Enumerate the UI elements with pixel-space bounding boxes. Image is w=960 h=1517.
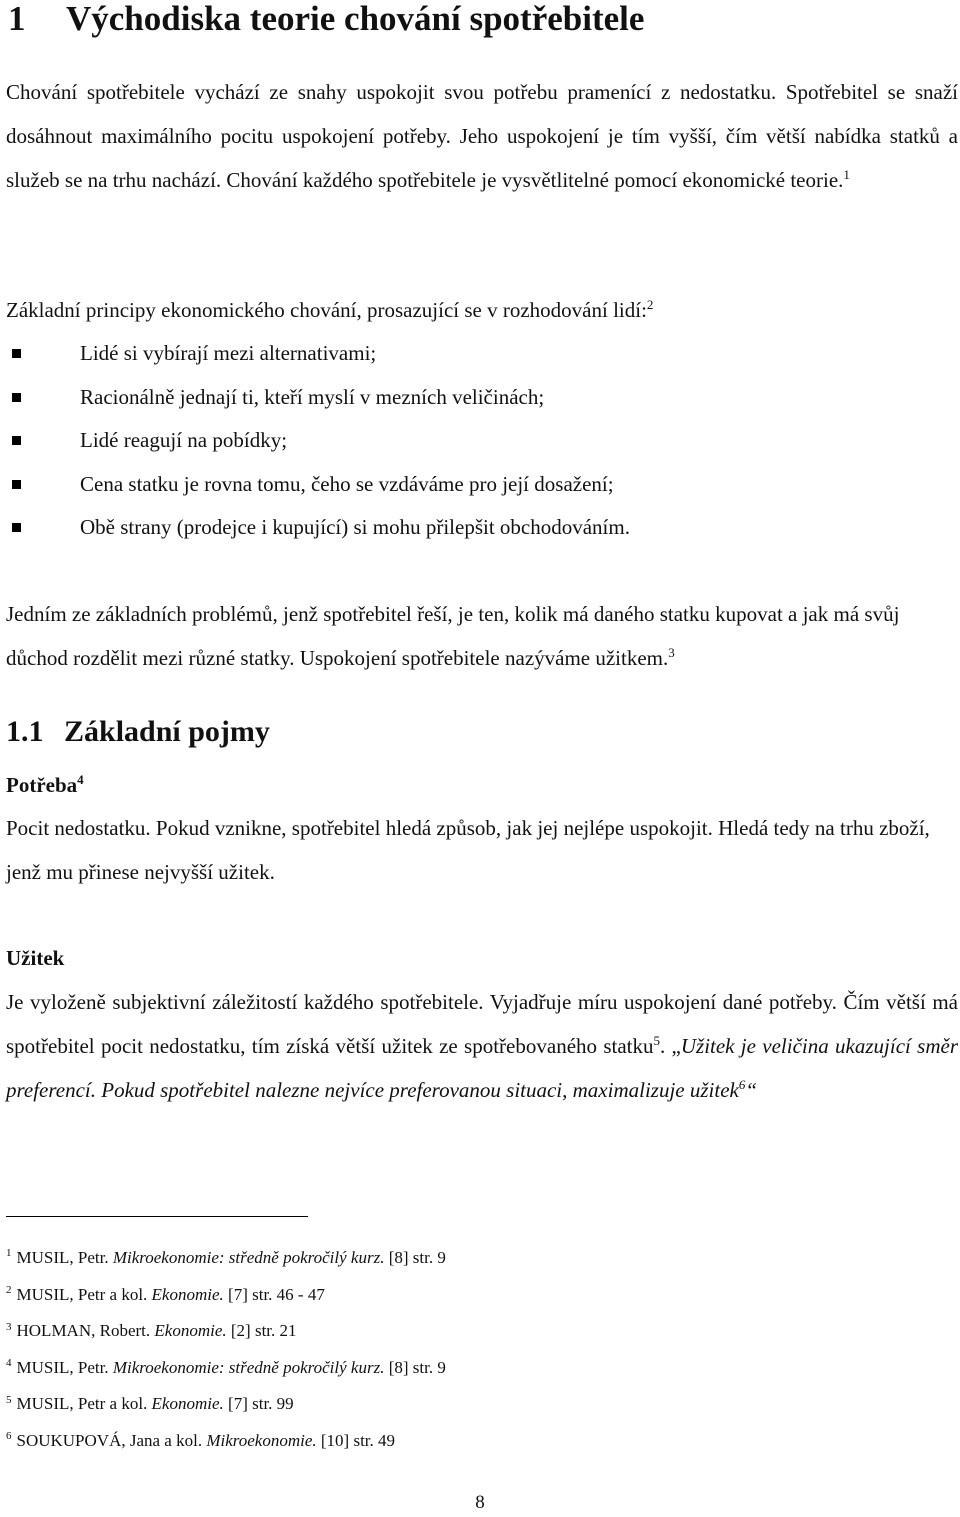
footnote-title: Ekonomie. xyxy=(151,1394,224,1414)
footnote-item xyxy=(6,1313,906,1350)
intro-text: Chování spotřebitele vychází ze snahy uspokojit svou potřebu pramenící z nedostatku. Spotřebitel se snaží dosáhnout maximálního pocitu uspokojení potřeby. Jeho uspokojení je tím vyšší, čím větší nabídka statků a služeb se na trhu nachází. Chování každého spotřebitele je vysvětlitelné pomocí ekonomické teorie. xyxy=(6,80,958,192)
footnote-item xyxy=(6,1277,906,1314)
term-heading-uzitek xyxy=(6,943,64,973)
list-item-text: Cena statku je rovna tomu, čeho se vzdáváme pro její dosažení; xyxy=(80,471,614,496)
intro-paragraph xyxy=(6,70,958,202)
footnotes-list xyxy=(6,1240,906,1460)
square-bullet-icon xyxy=(12,523,21,532)
footnote-source: [8] str. 9 xyxy=(384,1248,446,1267)
footnote-item xyxy=(6,1386,906,1423)
footnote-number: 3 xyxy=(6,1320,12,1333)
footnote-source: [10] str. 49 xyxy=(316,1430,396,1450)
square-bullet-icon xyxy=(12,393,21,402)
uzitek-quote-close: “ xyxy=(745,1078,758,1102)
footnote-ref-1[interactable]: 1 xyxy=(843,167,850,182)
chapter-number: 1 xyxy=(8,0,26,38)
uzitek-paragraph xyxy=(6,980,958,1112)
problem-paragraph xyxy=(6,592,958,680)
list-item xyxy=(12,419,912,463)
footnote-author: MUSIL, Petr a kol. xyxy=(16,1284,152,1304)
footnote-author: MUSIL, Petr a kol. xyxy=(16,1394,152,1414)
footnote-separator xyxy=(6,1216,308,1217)
list-item xyxy=(12,376,912,420)
chapter-title: Východiska teorie chování spotřebitele xyxy=(66,0,645,38)
square-bullet-icon xyxy=(12,349,21,358)
square-bullet-icon xyxy=(12,436,21,445)
footnote-ref-3[interactable]: 3 xyxy=(668,645,675,660)
chapter-heading xyxy=(8,0,644,38)
footnote-ref-2[interactable]: 2 xyxy=(646,297,654,312)
page-number: 8 xyxy=(475,1492,485,1513)
list-item xyxy=(12,506,912,550)
footnote-number: 6 xyxy=(6,1430,12,1443)
footnote-item xyxy=(6,1240,906,1277)
footnote-title: Mikroekonomie: středně pokročilý kurz. xyxy=(112,1357,385,1377)
footnote-title: Ekonomie. xyxy=(151,1284,224,1304)
footnote-source: [2] str. 21 xyxy=(226,1321,297,1341)
footnote-author: HOLMAN, Robert. xyxy=(16,1321,155,1341)
footnote-source: [8] str. 9 xyxy=(384,1357,446,1377)
footnote-author: SOUKUPOVÁ, Jana a kol. xyxy=(16,1430,207,1450)
square-bullet-icon xyxy=(12,480,21,489)
list-item-text: Lidé si vybírají mezi alternativami; xyxy=(80,341,377,365)
potreba-text: Pocit nedostatku. Pokud vznikne, spotřebitel hledá způsob, jak jej nejlépe uspokojit. Hledá tedy na trhu zboží, jenž mu přinese nejvyšší užitek. xyxy=(6,816,930,884)
uzitek-text: Je vyloženě subjektivní záležitostí každého spotřebitele. Vyjadřuje míru uspokojení dané potřeby. Čím větší má spotřebitel pocit nedostatku, tím získá větší užitek ze spotřebovaného statku xyxy=(6,990,958,1058)
list-item-text: Racionálně jednají ti, kteří myslí v mezních veličinách; xyxy=(80,384,545,409)
footnote-author: MUSIL, Petr. xyxy=(16,1357,113,1377)
principles-lead xyxy=(6,288,958,332)
footnote-number: 5 xyxy=(6,1393,12,1406)
list-item xyxy=(12,463,912,507)
footnote-title: Mikroekonomie. xyxy=(206,1430,317,1450)
footnote-ref-5[interactable]: 5 xyxy=(653,1033,660,1048)
principles-list xyxy=(12,332,912,550)
footnote-source: [7] str. 46 - 47 xyxy=(223,1284,325,1304)
footnote-author: MUSIL, Petr. xyxy=(16,1248,113,1267)
footnote-ref-6[interactable]: 6 xyxy=(738,1077,746,1092)
list-item-text: Obě strany (prodejce i kupující) si mohu přilepšit obchodováním. xyxy=(80,515,630,540)
section-number: 1.1 xyxy=(6,715,44,748)
potreba-paragraph xyxy=(6,806,958,894)
problem-text: Jedním ze základních problémů, jenž spotřebitel řeší, je ten, kolik má daného statku kupovat a jak má svůj důchod rozdělit mezi různé statky. Uspokojení spotřebitele nazýváme užitkem. xyxy=(6,602,900,670)
term-heading-text: Potřeba xyxy=(6,773,78,797)
footnote-number: 1 xyxy=(6,1247,12,1260)
list-item xyxy=(12,332,912,376)
footnote-ref-4[interactable]: 4 xyxy=(77,772,84,787)
footnote-title: Mikroekonomie: středně pokročilý kurz. xyxy=(112,1248,385,1267)
principles-lead-text: Základní principy ekonomického chování, prosazující se v rozhodování lidí: xyxy=(6,298,647,322)
footnote-title: Ekonomie. xyxy=(154,1321,227,1341)
list-item-text: Lidé reagují na pobídky; xyxy=(80,428,288,453)
footnote-item xyxy=(6,1350,906,1387)
footnote-number: 4 xyxy=(6,1357,12,1370)
footnote-number: 2 xyxy=(6,1283,12,1296)
section-title: Základní pojmy xyxy=(64,715,270,748)
uzitek-quote: Užitek je veličina ukazující směr preferencí. Pokud spotřebitel nalezne nejvíce preferovanou situaci, maximalizuje užitek xyxy=(6,1034,958,1102)
footnote-item xyxy=(6,1423,906,1460)
uzitek-quote-open: . „ xyxy=(659,1034,681,1058)
term-heading-text: Užitek xyxy=(6,946,65,970)
footnote-source: [7] str. 99 xyxy=(223,1394,294,1414)
term-heading-potreba xyxy=(6,770,84,800)
section-heading xyxy=(6,712,270,752)
